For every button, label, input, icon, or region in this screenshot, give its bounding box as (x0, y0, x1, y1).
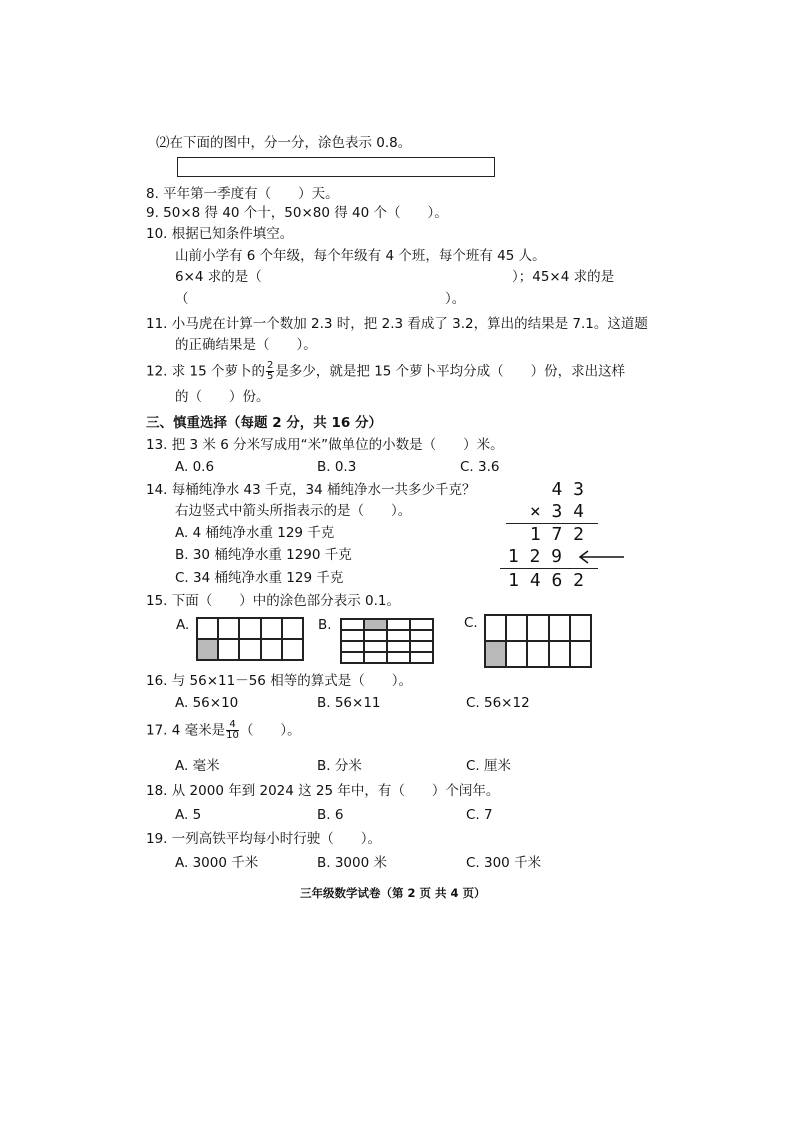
q15-option-a-label[interactable]: A. (176, 617, 190, 633)
q10-blank1-open: 6×4 求的是（ (175, 269, 262, 285)
page-footer: 三年级数学试卷（第 2 页 共 4 页） (300, 886, 486, 900)
q15-option-a-grid[interactable] (196, 617, 304, 661)
q12-frac-den: 5 (267, 371, 274, 382)
q14-stem: 14. 每桶纯净水 43 千克，34 桶纯净水一共多少千克？ (146, 482, 476, 498)
q16-option-b[interactable]: B. 56×11 (317, 695, 381, 711)
q13-option-a[interactable]: A. 0.6 (175, 459, 215, 475)
q14-vertical-row4: 1 2 9 (507, 546, 562, 567)
q15-b-shaded-cell (364, 619, 387, 630)
q13-option-b[interactable]: B. 0.3 (317, 459, 357, 475)
q19-stem: 19. 一列高铁平均每小时行驶（ ）。 (146, 831, 382, 847)
q10-title: 10. 根据已知条件填空。 (146, 226, 294, 242)
q12-line2: 的（ ）份。 (175, 389, 270, 405)
q12-line1 (146, 361, 625, 382)
q17-frac-den: 10 (226, 730, 239, 741)
q14-vertical-row5: 1 4 6 2 (508, 570, 584, 591)
q13-stem: 13. 把 3 米 6 分米写成用“米”做单位的小数是（ ）米。 (146, 437, 504, 453)
q14-arrow-icon (576, 549, 626, 565)
q14-vertical-row1: 4 3 (551, 479, 584, 500)
q12-frac-num: 2 (267, 360, 274, 371)
q14-option-b[interactable]: B. 30 桶纯净水重 1290 千克 (175, 547, 352, 563)
q16-option-a[interactable]: A. 56×10 (175, 695, 239, 711)
q13-option-c[interactable]: C. 3.6 (460, 459, 500, 475)
q12-suffix: 是多少，就是把 15 个萝卜平均分成（ ）份，求出这样 (275, 363, 626, 380)
q16-stem: 16. 与 56×11－56 相等的算式是（ ）。 (146, 673, 412, 689)
q17-stem (146, 720, 301, 741)
q14-stem2: 右边竖式中箭头所指表示的是（ ）。 (175, 503, 412, 519)
q11-line2: 的正确结果是（ ）。 (175, 337, 317, 353)
q7-strip-figure[interactable] (177, 157, 495, 177)
q11-line1: 11. 小马虎在计算一个数加 2.3 时，把 2.3 看成了 3.2，算出的结果是 7.1。这道题 (146, 316, 648, 332)
q17-suffix: （ ）。 (239, 722, 301, 739)
q14-vertical-row2: × 3 4 (529, 501, 584, 522)
q15-option-c-label[interactable]: C. (464, 615, 478, 631)
q10-condition: 山前小学有 6 个年级，每个年级有 4 个班，每个班有 45 人。 (175, 248, 546, 264)
q17-prefix: 17. 4 毫米是 (146, 722, 226, 739)
section3-heading: 三、慎重选择（每题 2 分，共 16 分） (146, 415, 382, 431)
q12-fraction (266, 361, 274, 382)
q15-stem: 15. 下面（ ）中的涂色部分表示 0.1。 (146, 593, 401, 609)
q15-option-b-label[interactable]: B. (318, 617, 332, 633)
q12-prefix: 12. 求 15 个萝卜的 (146, 363, 266, 380)
q10-blank2-start: （ (175, 291, 189, 307)
q8-text: 8. 平年第一季度有（ ）天。 (146, 186, 339, 202)
q19-option-a[interactable]: A. 3000 千米 (175, 855, 259, 871)
q14-option-a[interactable]: A. 4 桶纯净水重 129 千克 (175, 525, 335, 541)
q15-option-b-grid[interactable] (340, 618, 434, 664)
q17-option-b[interactable]: B. 分米 (317, 758, 362, 774)
q10-blank2-open: ）；45×4 求的是 (512, 269, 615, 285)
q18-option-a[interactable]: A. 5 (175, 807, 202, 823)
q15-c-shaded-cell (485, 641, 506, 667)
q18-stem: 18. 从 2000 年到 2024 这 25 年中，有（ ）个闰年。 (146, 783, 500, 799)
q17-option-a[interactable]: A. 毫米 (175, 758, 220, 774)
q18-option-b[interactable]: B. 6 (317, 807, 344, 823)
q18-option-c[interactable]: C. 7 (466, 807, 493, 823)
q15-a-shaded-cell (197, 639, 218, 660)
q17-option-c[interactable]: C. 厘米 (466, 758, 512, 774)
q15-option-c-grid[interactable] (484, 614, 592, 668)
q9-text: 9. 50×8 得 40 个十，50×80 得 40 个（ ）。 (146, 205, 448, 221)
q19-option-c[interactable]: C. 300 千米 (466, 855, 542, 871)
q19-option-b[interactable]: B. 3000 米 (317, 855, 387, 871)
q17-frac-num: 4 (226, 720, 239, 731)
q7-part2-text: ⑵在下面的图中，分一分，涂色表示 0.8。 (156, 135, 412, 151)
q16-option-c[interactable]: C. 56×12 (466, 695, 530, 711)
q14-option-c[interactable]: C. 34 桶纯净水重 129 千克 (175, 570, 344, 586)
q10-blank2-end: ）。 (445, 291, 466, 307)
q14-vertical-row3: 1 7 2 (529, 524, 584, 545)
q17-fraction (226, 720, 239, 741)
